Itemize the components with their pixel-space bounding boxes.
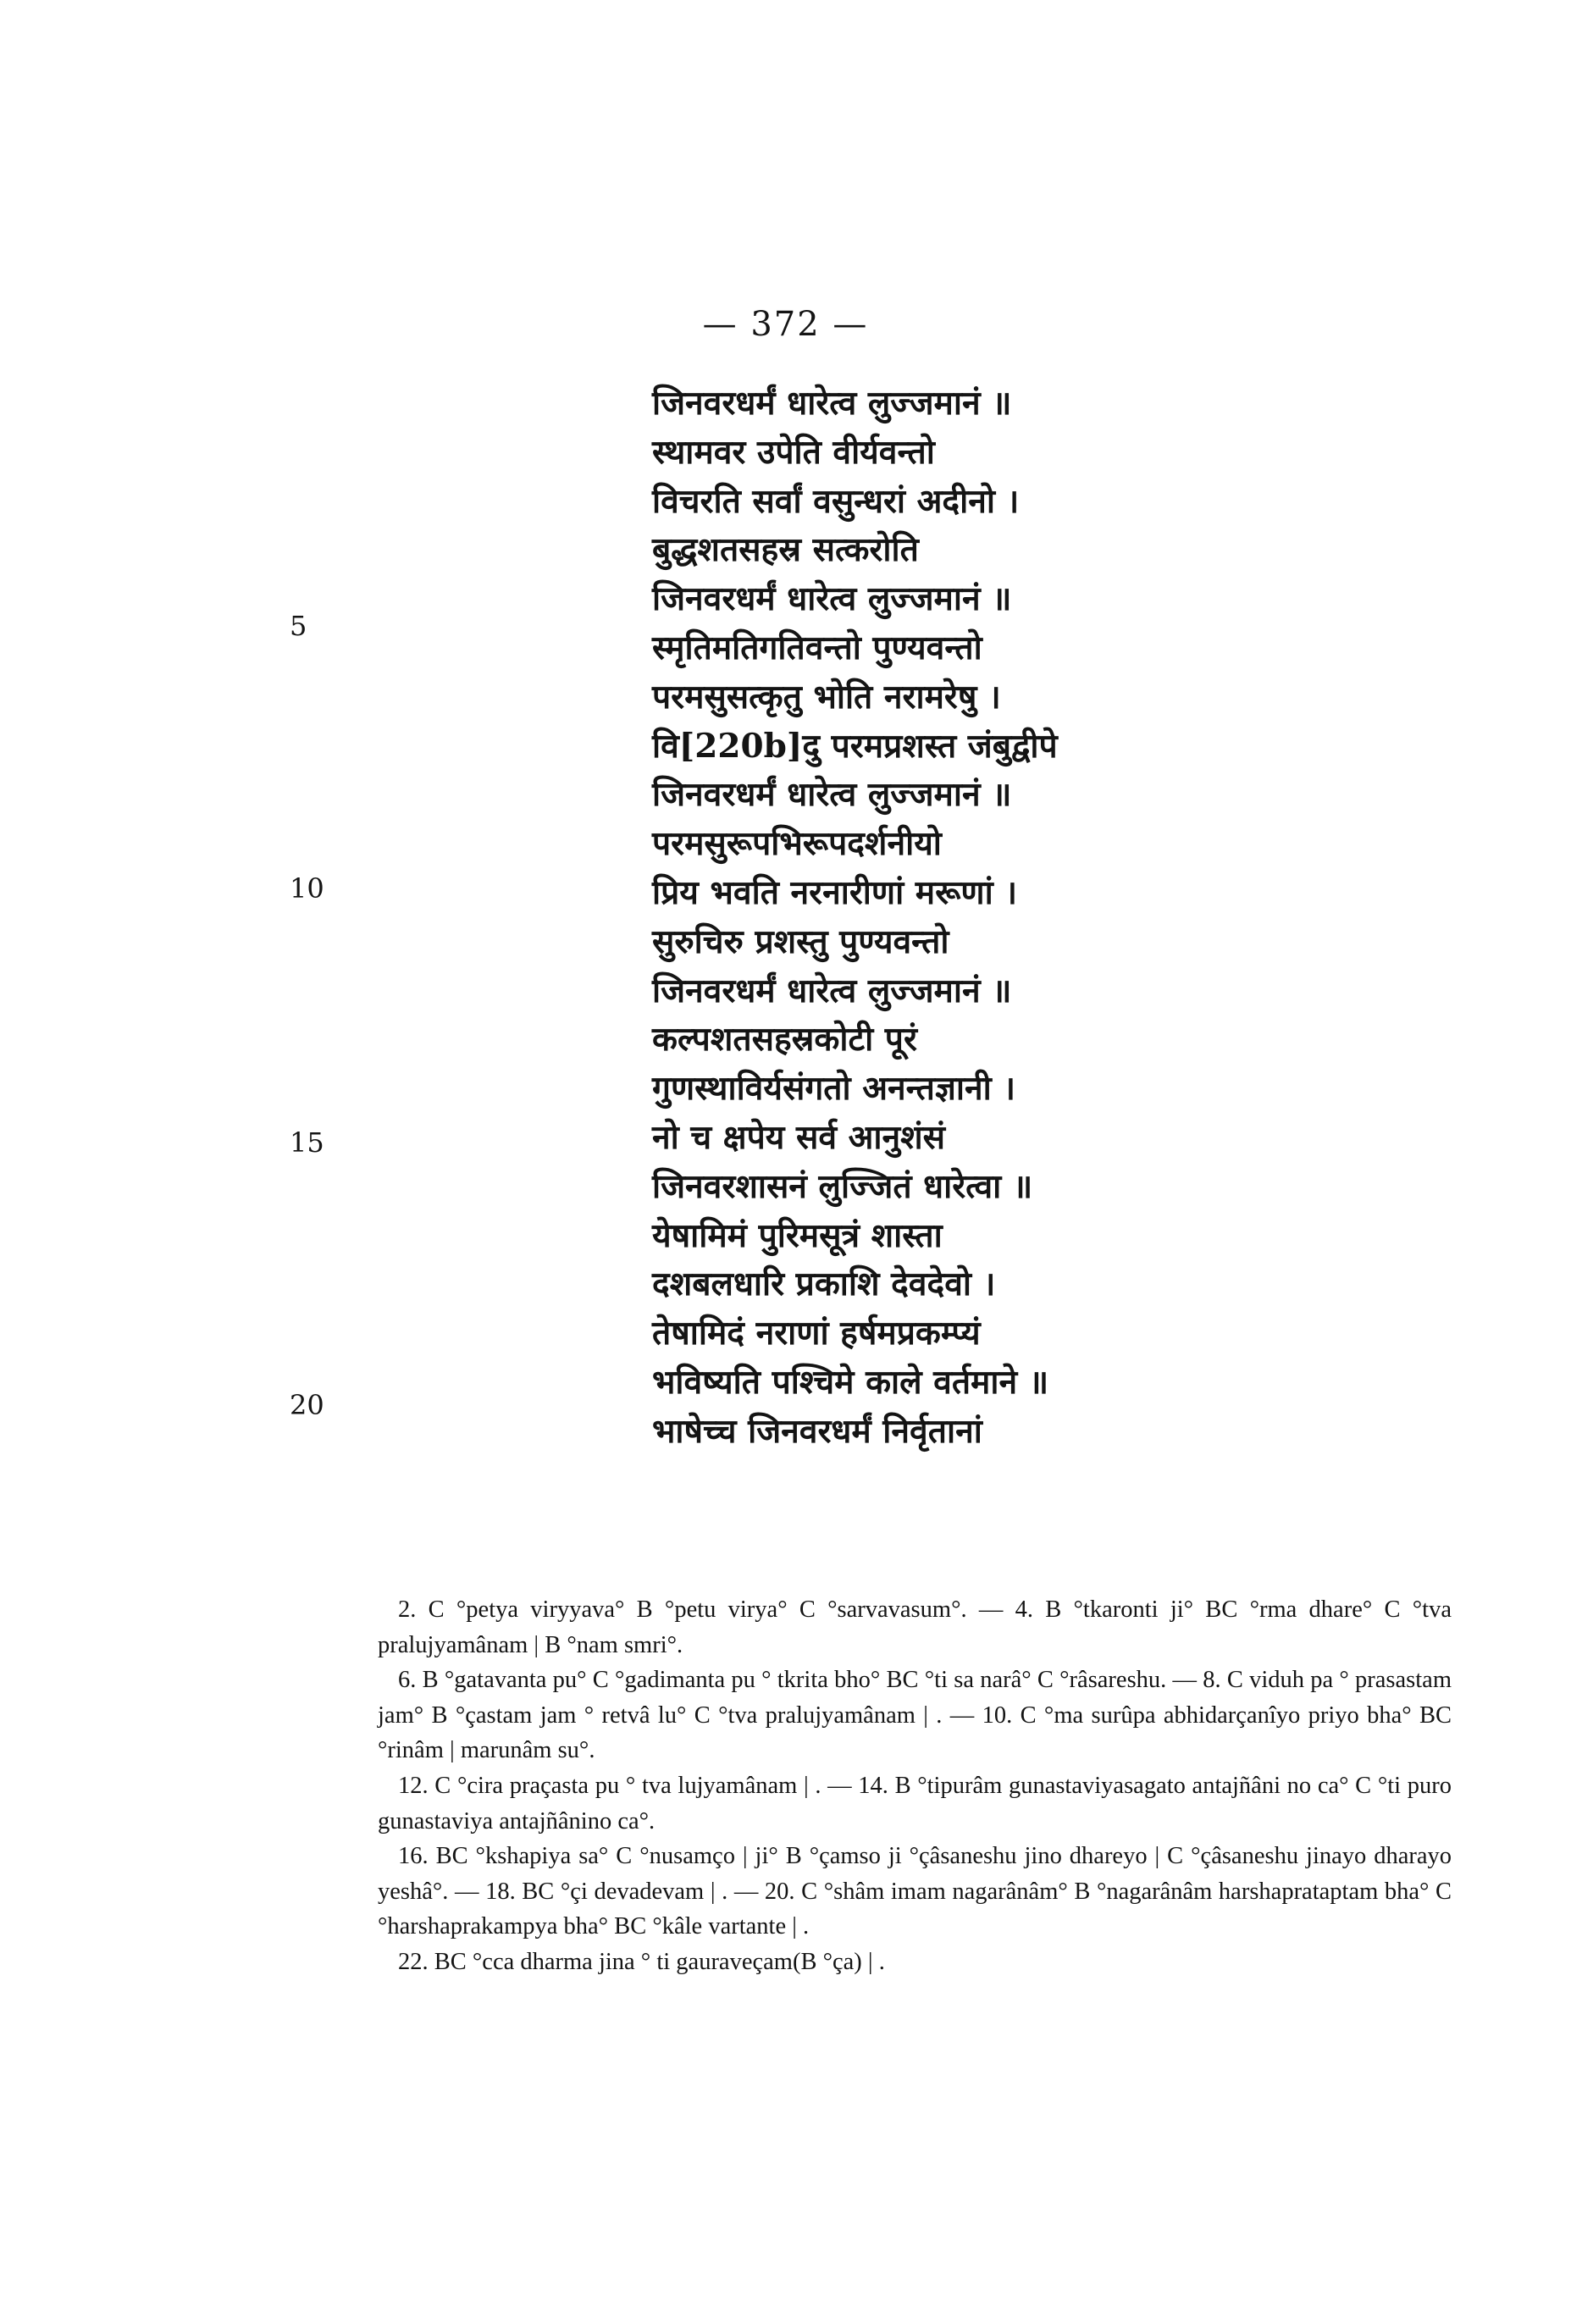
page-number: — 372 — [702, 305, 869, 344]
verse-line: दशबलधारि प्रकाशि देवदेवो । [652, 1264, 996, 1304]
line-number: 15 [290, 1126, 324, 1159]
verse-line: सुरुचिरु प्रशस्तु पुण्यवन्तो [652, 921, 949, 961]
line-number: 5 [290, 610, 307, 642]
verse-block [652, 379, 1194, 1457]
verse-line: जिनवरधर्मं धारेत्व लुज्जमानं ॥ [652, 579, 1012, 619]
footnote-paragraph: 2. C °petya viryyava° B °petu virya° C °sarvavasum°. — 4. B °tkaronti ji° BC °rma dhare° C °tva pralujyamânam | B °nam smri°. [378, 1596, 1452, 1658]
verse-line: भाषेच्च जिनवरधर्मं निर्वृतानां [652, 1411, 982, 1451]
verse-line: परमसुसत्कृतु भोति नरामरेषु । [652, 677, 1001, 717]
footnote-paragraph: 6. B °gatavanta pu° C °gadimanta pu ° tkrita bho° BC °ti sa narâ° C °râsareshu. — 8. C viduh pa ° prasastam jam° B °çastam jam ° retvâ lu° C °tva pralujyamânam | . — 10. C °ma surûpa abhidarçanîyo priyo bha° BC °rinâm | marunâm su°. [378, 1667, 1452, 1764]
footnote-paragraph: 12. C °cira praçasta pu ° tva lujyamânam | . — 14. B °tipurâm gunastaviyasagato antajñâni no ca° C °ti puro gunastaviya antajñânino ca°. [378, 1772, 1452, 1834]
verse-line: येषामिमं पुरिमसूत्रं शास्ता [652, 1215, 943, 1255]
footnote-paragraph: 16. BC °kshapiya sa° C °nusamço | ji° B °çamso ji °çâsaneshu jino dhareyo | C °çâsaneshu jinayo dharayo yeshâ°. — 18. BC °çi devadevam | . — 20. C °shâm imam nagarânâm° B °nagarânâm harshaprataptam bha° C °harshaprakampya bha° BC °kâle vartante | . [378, 1843, 1452, 1940]
verse-line: नो च क्षपेय सर्व आनुशंसं [652, 1117, 945, 1157]
verse-line: जिनवरधर्मं धारेत्व लुज्जमानं ॥ [652, 971, 1012, 1010]
verse-line: कल्पशतसहस्रकोटी पूरं [652, 1020, 917, 1060]
verse-line: तेषामिदं नराणां हर्षमप्रकम्प्यं [652, 1314, 981, 1353]
verse-line: विचरति सर्वां वसुन्धरां अदीनो । [652, 481, 1020, 521]
verse-line: वि[220b]दु परमप्रशस्त जंबुद्वीपे [652, 726, 1058, 766]
line-number: 10 [290, 872, 324, 905]
verse-line: भविष्यति पश्चिमे काले वर्तमाने ॥ [652, 1362, 1049, 1402]
verse-line: जिनवरशासनं लुज्जितं धारेत्वा ॥ [652, 1166, 1033, 1206]
line-number: 20 [290, 1389, 324, 1421]
verse-line: स्मृतिमतिगतिवन्तो पुण्यवन्तो [652, 628, 982, 667]
verse-line: परमसुरूपभिरूपदर्शनीयो [652, 824, 942, 864]
footnotes [378, 1592, 1452, 1980]
verse-line: स्थामवर उपेति वीर्यवन्तो [652, 432, 935, 472]
verse-line: जिनवरधर्मं धारेत्व लुज्जमानं ॥ [652, 775, 1012, 815]
verse-line: गुणस्थाविर्यसंगतो अनन्तज्ञानी । [652, 1069, 1016, 1109]
verse-line: प्रिय भवति नरनारीणां मरूणां । [652, 872, 1018, 912]
footnote-paragraph: 22. BC °cca dharma jina ° ti gauraveçam(B °ça) | . [398, 1948, 885, 1975]
verse-line: जिनवरधर्मं धारेत्व लुज्जमानं ॥ [652, 384, 1012, 423]
verse-line: बुद्धशतसहस्र सत्करोति [652, 530, 919, 570]
